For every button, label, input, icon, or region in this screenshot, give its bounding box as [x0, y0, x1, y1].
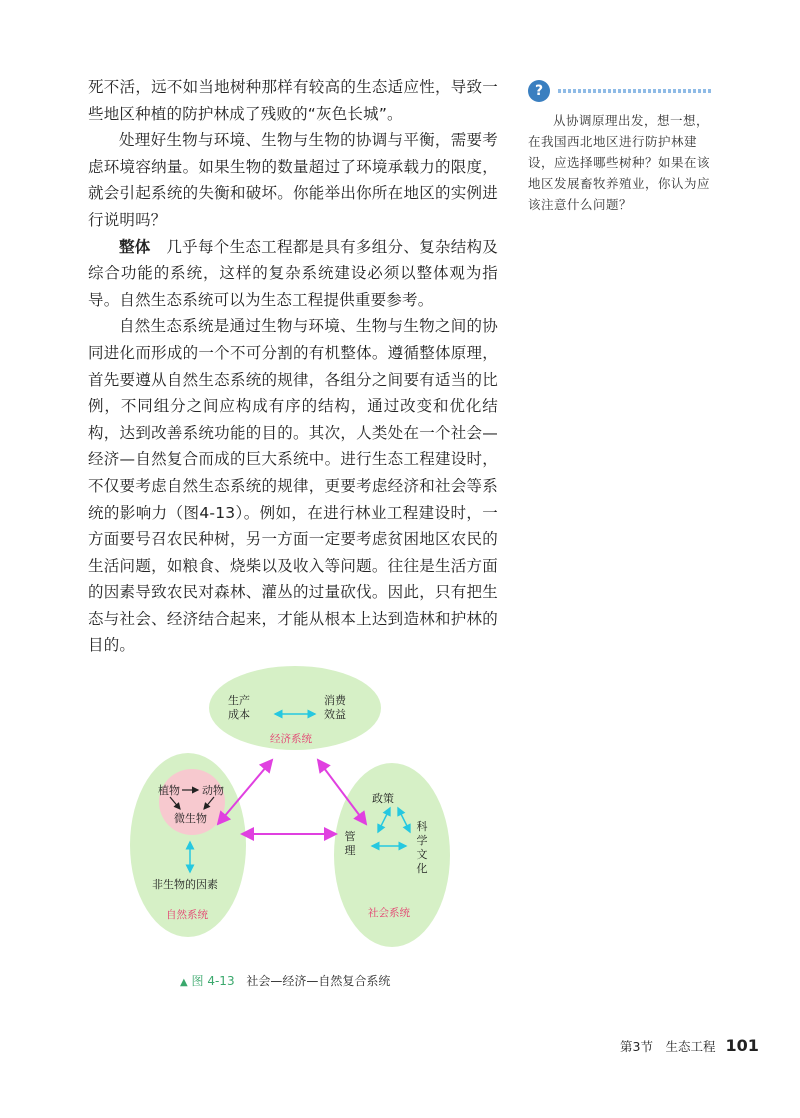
paragraph-2: 处理好生物与环境、生物与生物的协调与平衡，需要考虑环境容纳量。如果生物的数量超过了环境承载力的限度，就会引起系统的失衡和破坏。你能举出你所在地区的实例进行说明吗？: [88, 131, 498, 229]
page-number: 101: [725, 1036, 759, 1055]
sidebar-think: [528, 80, 713, 215]
figure-compound-system: [130, 660, 460, 960]
label-economic-system: 经济系统: [270, 733, 312, 745]
label-consumption-benefit: 消费 效益: [324, 694, 346, 721]
label-animal: 动物: [202, 784, 224, 797]
paragraph-4: 自然生态系统是通过生物与环境、生物与生物之间的协同进化而形成的一个不可分割的有机整体。遵循整体原理，首先要遵从自然生态系统的规律，各组分之间要有适当的比例，不同组分之间应构成有序的结构，通过改变和优化结构，达到改善系统功能的目的。其次，人类处在一个社会—经济—自然复合而成的巨大系统中。进行生态工程建设时，不仅要考虑自然生态系统的规律，更要考虑经济和社会等系统的影响力（图4-13）。例如，在进行林业工程建设时，一方面要号召农民种树，另一方面一定要考虑贫困地区农民的生活问题，如粮食、烧柴以及收入等问题。往往是生活方面的因素导致农民对森林、灌丛的过量砍伐。因此，只有把生态与社会、经济结合起来，才能从根本上达到造林和护林的目的。: [88, 317, 498, 655]
label-social-system: 社会系统: [368, 907, 410, 919]
triangle-icon: ▲: [180, 977, 188, 988]
paragraph-3: [88, 234, 498, 314]
label-policy: 政策: [372, 792, 394, 805]
sidebar-dotted-rule: [558, 89, 713, 93]
footer-section: 第3节 生态工程: [620, 1039, 716, 1054]
main-text: [88, 74, 498, 659]
label-production-cost: 生产 成本: [228, 694, 250, 721]
paragraph-3-text: 几乎每个生态工程都是具有多组分、复杂结构及综合功能的系统，这样的复杂系统建设必须以整体观为指导。自然生态系统可以为生态工程提供重要参考。: [88, 237, 498, 309]
label-microbe: 微生物: [174, 812, 207, 825]
label-natural-system: 自然系统: [166, 909, 208, 921]
label-science-culture: 科学文化: [416, 820, 428, 875]
page-footer: [620, 1036, 759, 1055]
label-plant: 植物: [158, 784, 180, 797]
paragraph-1: 死不活，远不如当地树种那样有较高的生态适应性，导致一些地区种植的防护林成了残败的“灰色长城”。: [88, 78, 498, 123]
figure-caption-text: 社会—经济—自然复合系统: [246, 974, 391, 988]
sidebar-text: 从协调原理出发，想一想，在我国西北地区进行防护林建设，应选择哪些树种？如果在该地区发展畜牧养殖业，你认为应该注意什么问题？: [528, 113, 711, 212]
label-management: 管理: [344, 830, 356, 857]
question-icon: ?: [528, 80, 550, 102]
label-abiotic-factors: 非生物的因素: [152, 878, 218, 891]
paragraph-3-heading: 整体: [119, 237, 151, 256]
figure-number: 图 4-13: [191, 974, 235, 988]
figure-caption: [180, 972, 390, 989]
